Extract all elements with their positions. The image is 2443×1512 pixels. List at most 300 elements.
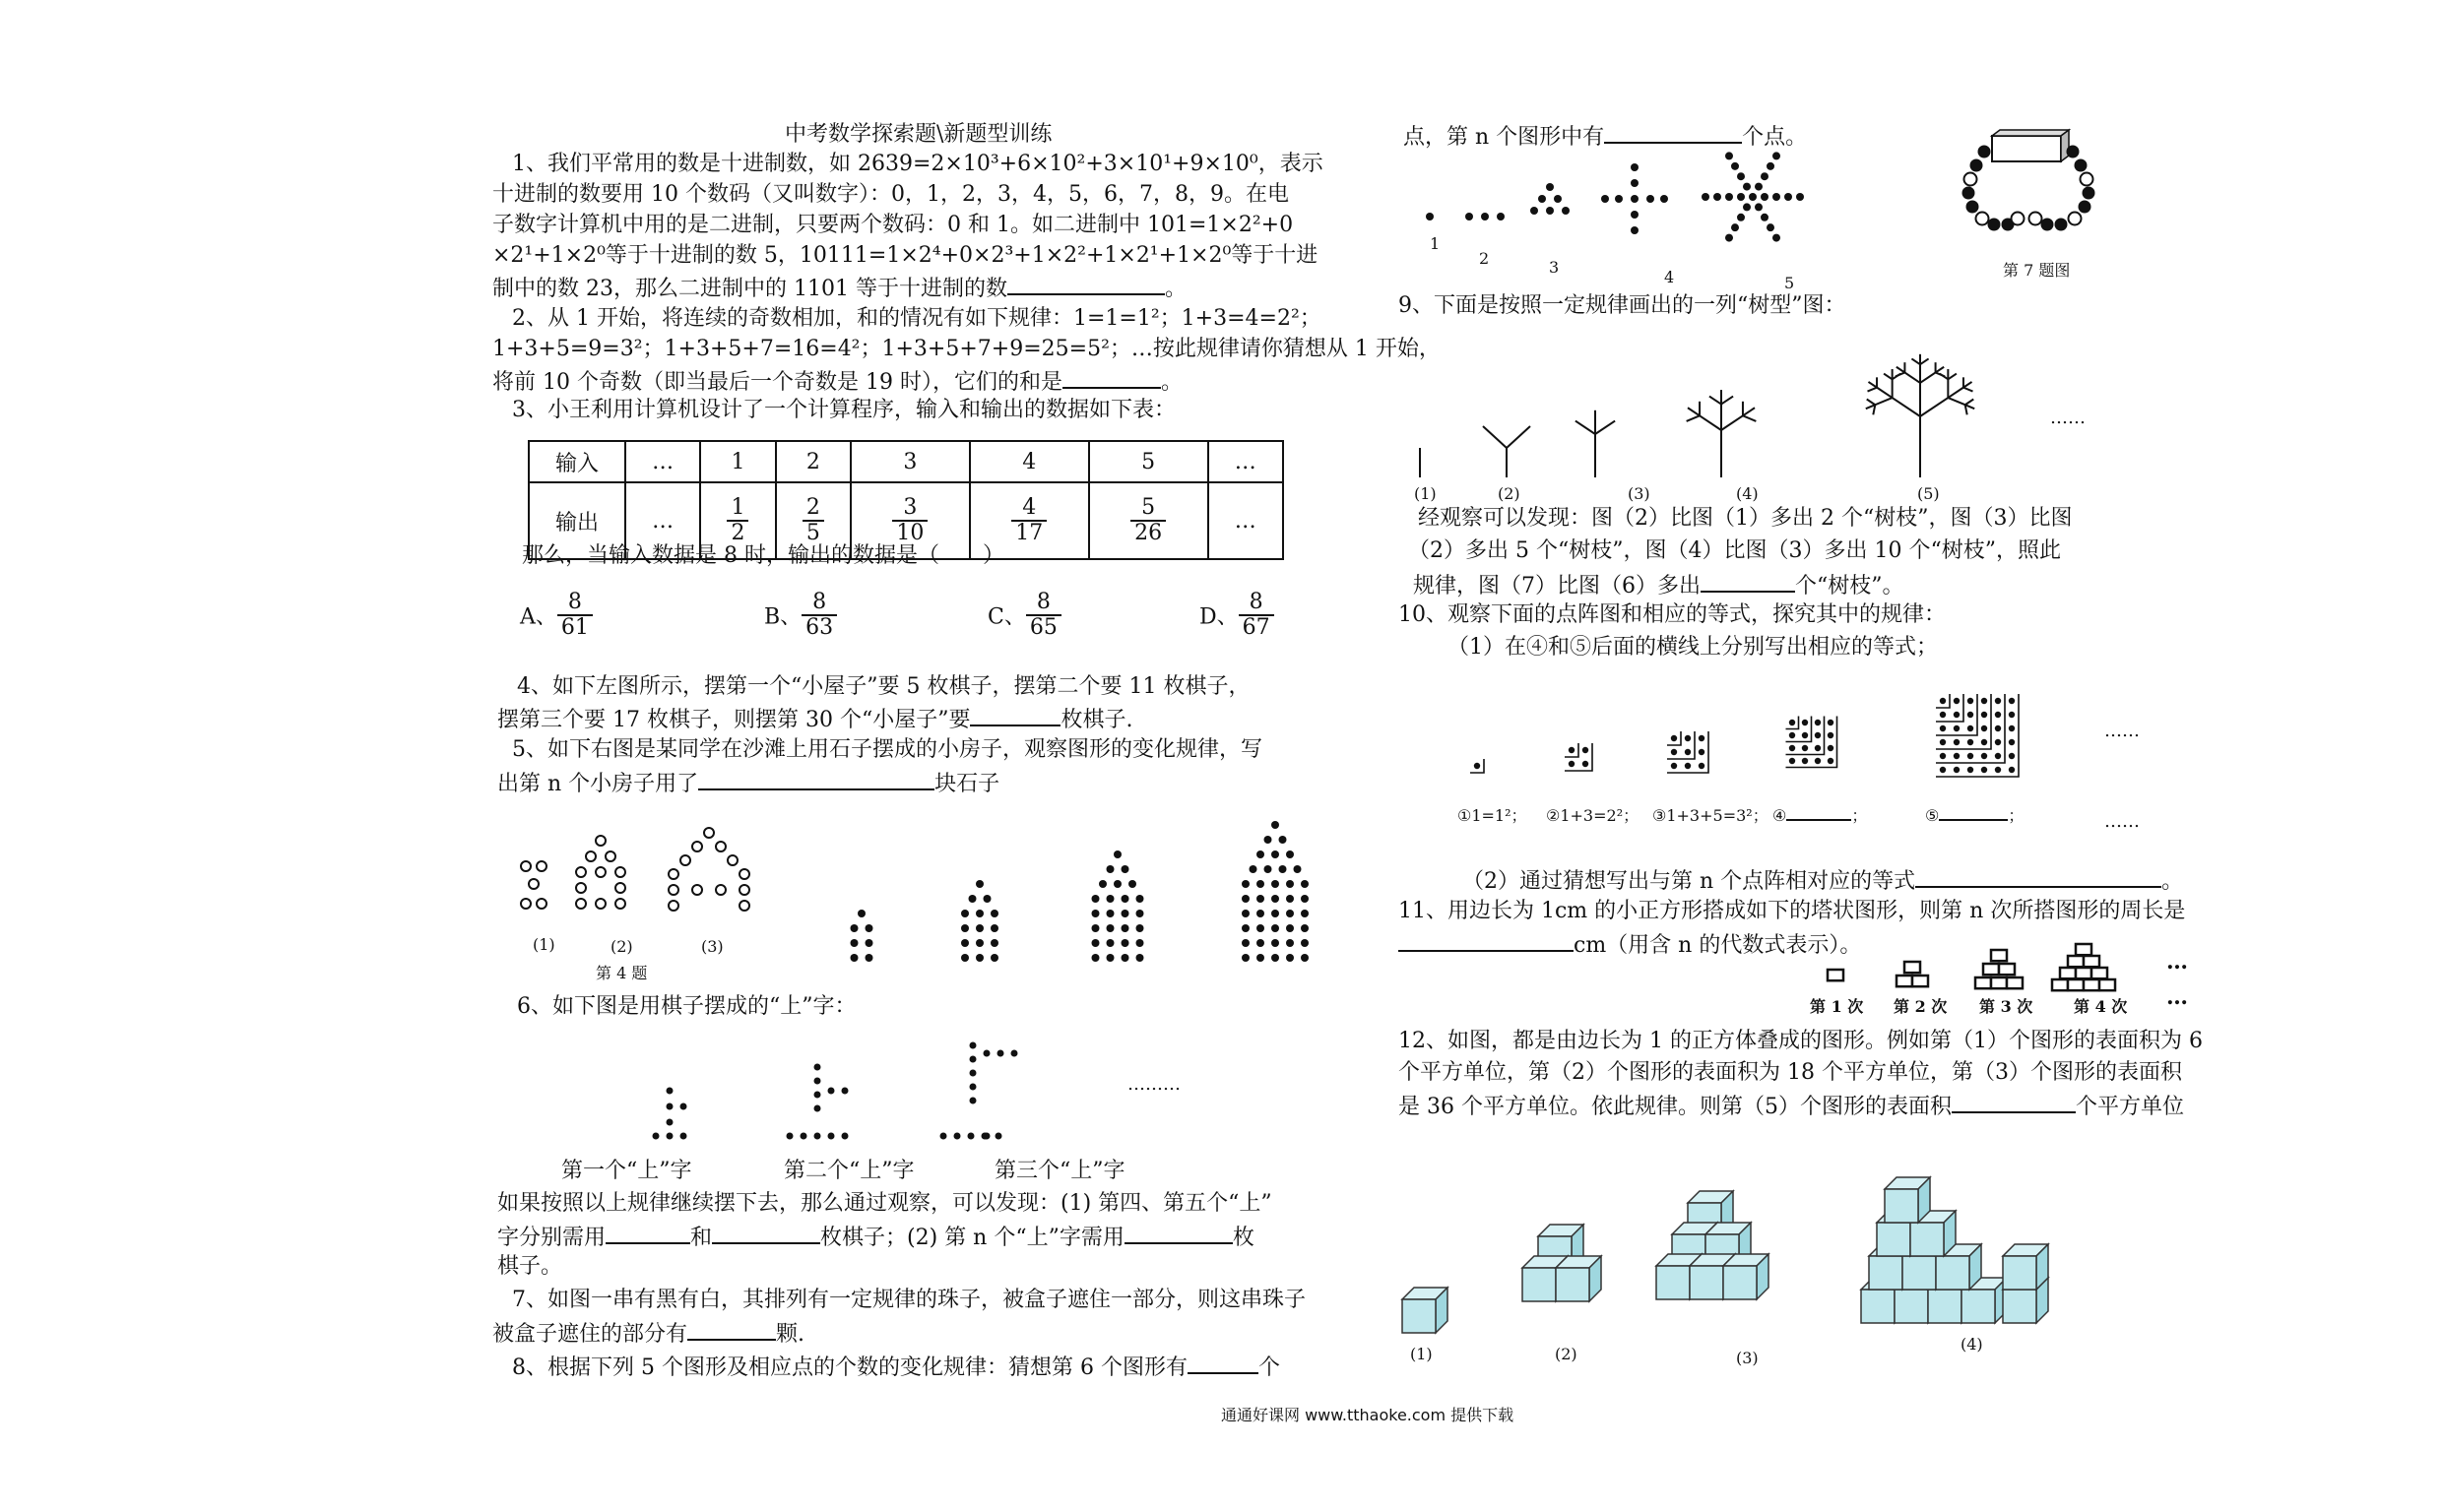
- array-dot: [1940, 739, 1946, 745]
- q2-end: 。: [1160, 370, 1183, 395]
- stone-dot: [1107, 939, 1115, 947]
- stone-dot: [1264, 865, 1272, 873]
- box-side: [2061, 130, 2069, 161]
- point: [1601, 195, 1609, 203]
- stone-dot: [1271, 821, 1279, 829]
- chess-piece: [814, 1092, 821, 1099]
- branch: [1867, 400, 1876, 406]
- q6-text-c: 枚棋子；(2) 第 n 个“上”字需用: [820, 1226, 1125, 1250]
- q1-line3: 子数字计算机中用的是二进制，只要两个数码：0 和 1。如二进制中 101=1×2²+0: [492, 213, 1294, 237]
- q12-answer-blank[interactable]: [1952, 1090, 2076, 1113]
- stone-dot: [851, 924, 859, 932]
- q6-blank-3[interactable]: [1125, 1221, 1233, 1244]
- array-dot: [1967, 753, 1973, 759]
- chess-piece: [984, 1050, 991, 1057]
- q10-eq-5: [1925, 803, 2024, 826]
- q8-text-c: 点，第 n 个图形中有: [1403, 125, 1605, 150]
- array-dot: [1995, 767, 2001, 773]
- point: [1562, 207, 1570, 215]
- q8-label-2: 2: [1479, 249, 1490, 268]
- point: [1725, 234, 1733, 242]
- array-dot: [1967, 725, 1973, 731]
- q8-answer-blank-2[interactable]: [1604, 120, 1742, 144]
- point: [1646, 195, 1654, 203]
- stone-dot: [680, 855, 690, 865]
- cube-front: [1877, 1223, 1910, 1256]
- q4-text: 摆第三个要 17 枚棋子，则摆第 30 个“小屋子”要: [497, 708, 971, 732]
- q4-caption: 第 4 题: [596, 964, 648, 982]
- bead: [2075, 159, 2088, 172]
- branch: [1936, 367, 1945, 373]
- branch: [1948, 374, 1957, 380]
- stone-dot: [1301, 895, 1309, 903]
- q8-label-1: 1: [1430, 234, 1441, 253]
- q5-answer-blank[interactable]: [698, 767, 934, 790]
- point: [1761, 214, 1768, 221]
- q8-line1: [512, 1351, 1280, 1383]
- branch: [1920, 358, 1929, 364]
- q4-answer-blank[interactable]: [970, 703, 1061, 726]
- square: [2060, 968, 2076, 978]
- q4-label-3: (3): [701, 937, 724, 956]
- q7-answer-blank[interactable]: [687, 1317, 776, 1341]
- q10-eq5-blank[interactable]: [1939, 803, 2008, 821]
- q3-line1: 3、小王利用计算机设计了一个计算程序，输入和输出的数据如下表：: [512, 398, 1176, 422]
- numerator: 8: [1026, 591, 1061, 616]
- point: [1761, 172, 1768, 180]
- chess-piece: [680, 1103, 687, 1110]
- q12-end: 个平方单位: [2075, 1095, 2184, 1119]
- q10-eq-4: [1772, 803, 1867, 826]
- array-dot: [1954, 753, 1960, 759]
- stone-dot: [991, 924, 998, 932]
- array-dot: [1995, 739, 2001, 745]
- chess-piece: [667, 1103, 674, 1110]
- stone-dot: [1271, 939, 1279, 947]
- stone-dot: [1256, 880, 1264, 888]
- stone-dot: [1136, 910, 1144, 917]
- denominator: 5: [805, 521, 820, 545]
- array-dot: [1828, 745, 1833, 751]
- stone-dot: [576, 883, 586, 893]
- q10-text: （2）通过猜想写出与第 n 个点阵相对应的等式: [1462, 869, 1916, 894]
- option-b[interactable]: [764, 591, 837, 640]
- chess-piece: [828, 1133, 835, 1140]
- branch: [1948, 398, 1964, 405]
- denominator: 2: [731, 521, 745, 545]
- array-dot: [1685, 749, 1691, 755]
- stone-dot: [961, 910, 969, 917]
- bead: [2081, 173, 2093, 186]
- option-c[interactable]: [988, 591, 1061, 640]
- array-dot: [1802, 720, 1808, 725]
- q6-text-d: 枚: [1232, 1226, 1254, 1250]
- q2-line1: 2、从 1 开始，将连续的奇数相加，和的情况有如下规律：1=1=1²；1+3=4=2²；: [512, 306, 1321, 331]
- stone-dot: [739, 901, 749, 911]
- stone-dot: [728, 855, 738, 865]
- array-dot: [1582, 761, 1588, 767]
- square: [2091, 968, 2107, 978]
- chess-piece: [954, 1133, 961, 1140]
- square: [1991, 950, 2007, 961]
- q11-label-1: 第 1 次: [1810, 997, 1864, 1016]
- q11-line1: 11、用边长为 1cm 的小正方形搭成如下的塔状图形，则第 n 次所搭图形的周长是: [1398, 899, 2186, 923]
- branch: [1507, 426, 1530, 448]
- stone-dot: [961, 924, 969, 932]
- branch: [1721, 415, 1743, 430]
- footer: 通通好课网 www.tthaoke.com 提供下载: [1221, 1406, 1514, 1424]
- q10-dot-arrays: [1457, 660, 2107, 797]
- stone-dot: [1294, 865, 1302, 873]
- stone-dot: [1114, 850, 1122, 858]
- chess-piece: [814, 1133, 821, 1140]
- bead: [2055, 219, 2068, 231]
- bead: [1970, 159, 1983, 172]
- stone-dot: [1092, 924, 1100, 932]
- branch: [1875, 398, 1892, 405]
- point: [1538, 195, 1546, 203]
- cube-front: [1861, 1290, 1895, 1323]
- cube-front: [1961, 1290, 1995, 1323]
- q6-line1: 6、如下图是用棋子摆成的“上”字：: [517, 994, 857, 1019]
- array-dot: [1582, 747, 1588, 753]
- branch: [1688, 408, 1700, 415]
- stone-dot: [586, 851, 596, 861]
- bead: [1964, 173, 1977, 186]
- stone-dot: [976, 880, 984, 888]
- cube-front: [1910, 1223, 1944, 1256]
- point: [1631, 163, 1639, 171]
- stone-dot: [596, 836, 606, 846]
- bead: [2041, 219, 2054, 231]
- point: [1631, 211, 1639, 219]
- input-cell: 1: [700, 441, 775, 482]
- bead: [1988, 219, 2001, 231]
- stone-dot: [1099, 880, 1107, 888]
- q8-label-3: 3: [1549, 258, 1560, 277]
- chess-piece: [814, 1105, 821, 1112]
- stone-dot: [1136, 954, 1144, 962]
- square: [2068, 956, 2084, 967]
- array-dot: [1789, 758, 1795, 764]
- stone-dot: [1271, 895, 1279, 903]
- stone-dot: [576, 899, 586, 909]
- array-dot: [1699, 749, 1704, 755]
- stone-dot: [1286, 910, 1294, 917]
- branch: [1963, 382, 1972, 388]
- chess-piece: [680, 1133, 687, 1140]
- q10-eq4-blank[interactable]: [1786, 803, 1851, 821]
- stone-dot: [1271, 910, 1279, 917]
- stone-dot: [1301, 880, 1309, 888]
- q9-line3: （2）多出 5 个“树枝”，图（4）比图（3）多出 10 个“树枝”，照此: [1408, 538, 2061, 563]
- option-d[interactable]: [1199, 591, 1274, 640]
- chess-piece: [842, 1133, 849, 1140]
- chess-piece: [787, 1133, 794, 1140]
- stone-dot: [976, 954, 984, 962]
- q11-label-3: 第 3 次: [1979, 997, 2033, 1016]
- stone-dot: [1286, 895, 1294, 903]
- q12-line3: [1398, 1090, 2184, 1122]
- stone-dot: [529, 879, 539, 889]
- q9-answer-blank[interactable]: [1701, 569, 1795, 593]
- cube-front: [1869, 1256, 1902, 1290]
- stone-dot: [1242, 954, 1250, 962]
- stone-dot: [1256, 924, 1264, 932]
- branch: [1483, 426, 1507, 448]
- stone-dot: [1107, 924, 1115, 932]
- bead: [1962, 187, 1975, 200]
- denominator: 17: [1015, 521, 1044, 545]
- array-dot: [1995, 725, 2001, 731]
- q6-blank-1[interactable]: [606, 1221, 690, 1244]
- stone-dot: [984, 895, 992, 903]
- q9-line4: [1413, 569, 1904, 601]
- chess-piece: [940, 1133, 947, 1140]
- stone-dot: [537, 861, 546, 871]
- q9-label-3: (3): [1628, 484, 1650, 503]
- numerator: 2: [803, 496, 824, 522]
- q6-blank-2[interactable]: [712, 1221, 820, 1244]
- cube-front: [1522, 1268, 1556, 1301]
- square: [1904, 962, 1920, 973]
- stone-dot: [1136, 939, 1144, 947]
- point: [1772, 152, 1780, 159]
- point: [1796, 193, 1804, 201]
- point: [1554, 195, 1562, 203]
- q11-answer-blank[interactable]: [1398, 928, 1574, 952]
- box: [1992, 136, 2061, 161]
- q1-answer-blank[interactable]: [1007, 272, 1165, 295]
- q8-answer-blank-1[interactable]: [1188, 1351, 1258, 1374]
- q10-answer-blank[interactable]: [1915, 864, 2161, 888]
- chess-piece: [667, 1088, 674, 1095]
- cube-front: [1556, 1268, 1589, 1301]
- q11-label-2: 第 2 次: [1894, 997, 1948, 1016]
- bead: [1978, 146, 1991, 158]
- array-dot: [1671, 749, 1677, 755]
- q12-text: 是 36 个平方单位。依此规律。则第（5）个图形的表面积: [1398, 1095, 1952, 1119]
- q6-text-b: 和: [690, 1226, 713, 1250]
- stone-dot: [692, 885, 702, 895]
- q2-answer-blank[interactable]: [1062, 365, 1161, 389]
- stone-dot: [1286, 850, 1294, 858]
- q10-eq-1: ①1=1²；: [1457, 806, 1527, 825]
- stone-dot: [1107, 865, 1115, 873]
- stone-dot: [858, 910, 866, 917]
- square: [2007, 977, 2023, 988]
- numerator: 5: [1130, 496, 1166, 522]
- chess-piece: [667, 1133, 674, 1140]
- square: [2052, 979, 2068, 990]
- numerator: 4: [1011, 496, 1047, 522]
- q12-label-3: (3): [1736, 1349, 1759, 1367]
- branch: [1965, 400, 1974, 406]
- stone-dot: [991, 939, 998, 947]
- square: [2084, 979, 2099, 990]
- array-dot: [1815, 745, 1821, 751]
- denominator: 65: [1029, 615, 1058, 640]
- stone-dot: [1271, 924, 1279, 932]
- stone-dot: [1136, 924, 1144, 932]
- point: [1426, 213, 1434, 220]
- stone-dot: [716, 842, 726, 851]
- q11-label-4: 第 4 次: [2074, 997, 2128, 1016]
- stone-dot: [1256, 910, 1264, 917]
- chess-piece: [970, 1070, 977, 1077]
- output-cell: …: [1208, 482, 1283, 559]
- point: [1631, 226, 1639, 234]
- square: [2084, 956, 2099, 967]
- q2-text: 将前 10 个奇数（即当最后一个奇数是 19 时），它们的和是: [492, 370, 1062, 395]
- q1-text: 制中的数 23，那么二进制中的 1101 等于十进制的数: [492, 277, 1007, 301]
- array-dot: [1789, 720, 1795, 725]
- cube-front: [1885, 1189, 1918, 1223]
- square: [1999, 964, 2015, 975]
- chess-piece: [970, 1042, 977, 1049]
- box-top: [1992, 130, 2069, 136]
- stone-dot: [692, 842, 702, 851]
- stone-dot: [1242, 939, 1250, 947]
- option-a[interactable]: [520, 591, 593, 640]
- bead: [2029, 213, 2042, 225]
- stone-dot: [991, 910, 998, 917]
- stone-dot: [576, 867, 586, 877]
- bead: [2069, 213, 2082, 225]
- chess-piece: [996, 1133, 1002, 1140]
- q6-shang-figure: [630, 1024, 1063, 1142]
- stone-dot: [1264, 836, 1272, 844]
- point: [1761, 193, 1768, 201]
- stone-dot: [606, 851, 615, 861]
- array-dot: [1967, 739, 1973, 745]
- cube-front: [1902, 1256, 1936, 1290]
- array-dot: [1789, 745, 1795, 751]
- denominator: 10: [896, 521, 925, 545]
- stone-dot: [1122, 910, 1129, 917]
- branch: [1687, 415, 1700, 421]
- stone-dot: [969, 895, 977, 903]
- stone-dot: [1271, 880, 1279, 888]
- denominator: 26: [1134, 521, 1163, 545]
- q4-end: 枚棋子.: [1061, 708, 1133, 732]
- q10-line3: [1462, 864, 2183, 897]
- point: [1497, 213, 1505, 220]
- array-dot: [1981, 739, 1987, 745]
- q10-line1: 10、观察下面的点阵图和相应的等式，探究其中的规律：: [1398, 602, 1946, 627]
- q9-label-4: (4): [1736, 484, 1759, 503]
- output-label: 输出: [529, 482, 625, 559]
- q1-line5: [492, 272, 1187, 304]
- stone-dot: [1286, 954, 1294, 962]
- array-dot: [1569, 747, 1575, 753]
- array-dot: [1940, 753, 1946, 759]
- input-row: [529, 441, 1283, 482]
- output-cell: [1089, 482, 1208, 559]
- numerator: 8: [1239, 591, 1274, 616]
- chess-piece: [1011, 1050, 1018, 1057]
- point: [1702, 193, 1709, 201]
- array-dot: [1995, 712, 2001, 718]
- point: [1481, 213, 1489, 220]
- q9-line2: 经观察可以发现：图（2）比图（1）多出 2 个“树枝”，图（3）比图: [1418, 506, 2073, 531]
- q8-text-d: 个点。: [1742, 125, 1808, 150]
- q9-label-5: (5): [1917, 484, 1940, 503]
- point: [1767, 162, 1774, 170]
- q6-line2: 如果按照以上规律继续摆下去，那么通过观察，可以发现：(1) 第四、第五个“上”: [497, 1191, 1272, 1216]
- option-label: B、: [764, 604, 803, 630]
- q12-label-4: (4): [1961, 1335, 1983, 1354]
- numerator: 8: [557, 591, 593, 616]
- array-dot: [1954, 767, 1960, 773]
- q10-eq5-end: ；: [2008, 806, 2025, 825]
- stone-dot: [1279, 836, 1287, 844]
- q8-text: 8、根据下列 5 个图形及相应点的个数的变化规律：猜想第 6 个图形有: [512, 1355, 1188, 1380]
- stone-dot: [669, 869, 678, 879]
- stone-dot: [615, 867, 625, 877]
- point: [1772, 193, 1780, 201]
- stone-dot: [1301, 939, 1309, 947]
- point: [1772, 234, 1780, 242]
- stone-dot: [1286, 939, 1294, 947]
- stone-dot: [1242, 895, 1250, 903]
- stone-dot: [716, 885, 726, 895]
- branch: [1911, 358, 1920, 364]
- branch: [1963, 388, 1973, 392]
- option-label: A、: [520, 604, 557, 630]
- q7-line1: 7、如图一串有黑有白，其排列有一定规律的珠子，被盒子遮住一部分，则这串珠子: [512, 1288, 1306, 1312]
- stone-dot: [1107, 895, 1115, 903]
- stone-dot: [615, 899, 625, 909]
- branch: [1920, 398, 1948, 416]
- array-dot: [1671, 763, 1677, 769]
- stone-dot: [1122, 895, 1129, 903]
- array-dot: [1954, 725, 1960, 731]
- stone-dot: [1242, 924, 1250, 932]
- cube-front: [1928, 1290, 1961, 1323]
- array-dot: [1815, 758, 1821, 764]
- chess-piece: [814, 1078, 821, 1085]
- stone-dot: [596, 899, 606, 909]
- stone-dot: [1122, 954, 1129, 962]
- denominator: 67: [1242, 615, 1270, 640]
- q4-line2: [497, 703, 1132, 735]
- chess-piece: [814, 1064, 821, 1071]
- array-dot: [1954, 698, 1960, 704]
- array-dot: [1815, 720, 1821, 725]
- q11-line2: [1398, 928, 1861, 961]
- q10-eq4-label: ④: [1772, 806, 1787, 825]
- stone-dot: [866, 954, 873, 962]
- chess-piece: [667, 1119, 674, 1126]
- branch: [1884, 374, 1893, 380]
- q11-ellipsis-2: …: [2166, 984, 2188, 1010]
- array-dot: [1828, 720, 1833, 725]
- stone-dot: [866, 939, 873, 947]
- input-cell: …: [625, 441, 700, 482]
- point: [1743, 183, 1751, 191]
- q6-caption-2: 第二个“上”字: [784, 1159, 915, 1183]
- point: [1725, 193, 1733, 201]
- stone-dot: [1271, 850, 1279, 858]
- point: [1755, 203, 1763, 211]
- stone-dot: [1107, 910, 1115, 917]
- stone-dot: [1242, 910, 1250, 917]
- point: [1713, 193, 1721, 201]
- stone-dot: [1122, 939, 1129, 947]
- branch: [1868, 388, 1878, 392]
- cube-front: [2003, 1256, 2036, 1290]
